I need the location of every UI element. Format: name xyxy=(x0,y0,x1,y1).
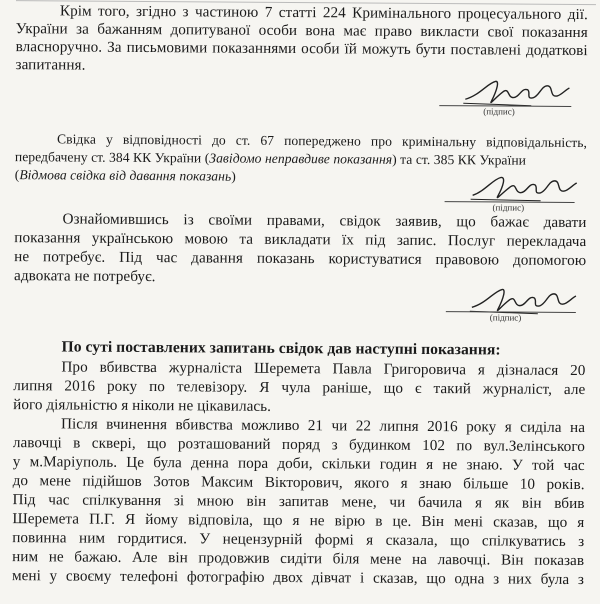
text-line: України за бажанням допитуваної особи вона має право викласти свої показання xyxy=(15,20,588,42)
text-line: Про вбивства журналіста Шеремета Павла Григоровича я дізналася 20 xyxy=(61,358,586,380)
text-line: у м.Маріуполь. Це була денна пора доби, скільки годин я не знаю. У той час xyxy=(12,453,585,475)
text-line: Під час спілкування зі мною він запитав мене, чи бачила я як він вбив xyxy=(12,491,585,513)
italic-phrase: Завідомо неправдиве показання xyxy=(209,150,393,167)
text-line: мені у своєму телефоні фотографію двох дівчат і сказав, що одна з них була з xyxy=(11,567,585,589)
text-line: показання українською мовою та викладати їх під запис. Послуг перекладача xyxy=(14,229,587,251)
italic-phrase: Відмова свідка від давання показань xyxy=(19,167,232,184)
text-line: запитання. xyxy=(15,56,86,74)
signature-caption: (підпис) xyxy=(492,202,525,213)
text-line: його діяльністю я ніколи не цікавилась. xyxy=(13,396,272,415)
text-line: лавочці в сквері, що розташований поряд з будинком 102 по вул.Зелінського xyxy=(12,434,585,456)
signature-caption: (підпис) xyxy=(489,312,522,323)
text-line: Шеремета П.Г. Я йому відповіла, що я не вірю в це. Він мені сказав, що я xyxy=(12,510,585,532)
text-line: Ознайомившись із своїми правами, свідок заявив, що бажає давати xyxy=(62,210,587,232)
signature xyxy=(469,169,579,204)
text-line: ним не бажаю. Але він продовжив сидіти біля мене на лавочці. Він показав xyxy=(12,548,585,570)
text-line: до мене підійшов Зотов Максим Вікторович, якого я знаю більше 10 років. xyxy=(12,472,585,494)
text-segment: ) xyxy=(231,168,236,184)
text-segment: передбачену ст. 384 КК України ( xyxy=(14,149,210,166)
text-line: не потребує. Під час давання показань користуватися правовою допомогою xyxy=(14,248,587,270)
section-heading: По суті поставлених запитань свідок дав наступні показання: xyxy=(61,338,501,359)
text-segment: ( xyxy=(14,167,20,183)
text-segment: ) та ст. 385 КК України xyxy=(392,151,527,168)
text-line: Після вчинення вбивства можливо 21 чи 22 липня 2016 року я сиділа на xyxy=(60,415,586,437)
text-line: повинна ним гордитися. У нецензурній формі я сказала, що спілкуватись з xyxy=(12,529,585,551)
text-line: Свідка у відповідності до ст. 67 попереджено про кримінальну відповідальність, xyxy=(56,131,588,151)
text-line: Крім того, згідно з частиною 7 статті 224 Кримінального процесуального дії. xyxy=(59,2,588,24)
text-line: адвоката не потребує. xyxy=(14,267,156,286)
text-line: липня 2016 року по телевізору. Я чула раніше, що є такий журналіст, але xyxy=(13,377,586,399)
text-line: власноручно. За письмовими показаннями особи їй можуть бути поставлені додаткові xyxy=(15,38,588,60)
signature-caption: (підпис) xyxy=(483,106,515,117)
